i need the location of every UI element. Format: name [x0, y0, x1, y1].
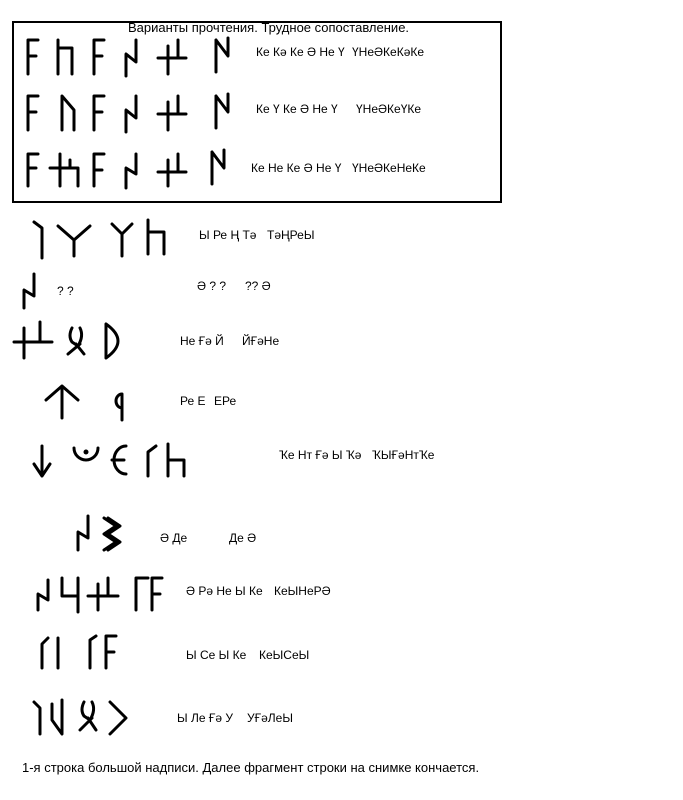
row-7-word: КеЫНеРӘ [274, 584, 331, 598]
row-8-word: КеЫСеЫ [259, 648, 310, 662]
row-1-word: ТәҢРеЫ [267, 228, 315, 242]
box-row-2-word: ҮНеӘКеҮКе [356, 102, 422, 116]
box-row-3-word: ҮНеӘКеНеКе [352, 161, 426, 175]
row-3-reading: Не Ғә Й [180, 334, 224, 348]
row-1-reading: Ы Ре Ң Тә [199, 228, 257, 242]
row-4-reading: Ре Е [180, 394, 206, 408]
row-6-word: Де Ә [229, 531, 257, 545]
box-row-3-reading: Ке Не Ке Ә Не Ү [251, 161, 342, 175]
row-9-reading: Ы Ле Ғә У [177, 711, 233, 725]
box-row-2-reading: Ке Ү Ке Ә Не Ү [256, 102, 338, 116]
row-4-word: ЕРе [214, 394, 237, 408]
row-2-marks: ? ? [57, 284, 74, 298]
page-title: Варианты прочтения. Трудное сопоставление. [128, 20, 410, 35]
box-row-1-word: ҮНеӘКеКәКе [352, 45, 425, 59]
box-row-1-reading: Ке Кә Ке Ә Не Ү [256, 45, 345, 59]
footer-caption: 1-я строка большой надписи. Далее фрагмент строки на снимке кончается. [22, 760, 480, 775]
row-2-reading: Ә ? ? [197, 279, 227, 293]
row-9-word: УҒәЛеЫ [247, 711, 293, 725]
row-6-reading: Ә Де [160, 531, 188, 545]
row-5-reading: Ҡе Нт Ғә Ы Ҡә [279, 448, 362, 462]
row-5-word: ҠЫҒәНтҠе [372, 448, 435, 462]
row-7-reading: Ә Рә Не Ы Ке [186, 584, 263, 598]
row-8-reading: Ы Се Ы Ке [186, 648, 247, 662]
row-3-word: ЙҒәНе [242, 334, 280, 348]
row-2-word: ?? Ә [245, 279, 271, 293]
